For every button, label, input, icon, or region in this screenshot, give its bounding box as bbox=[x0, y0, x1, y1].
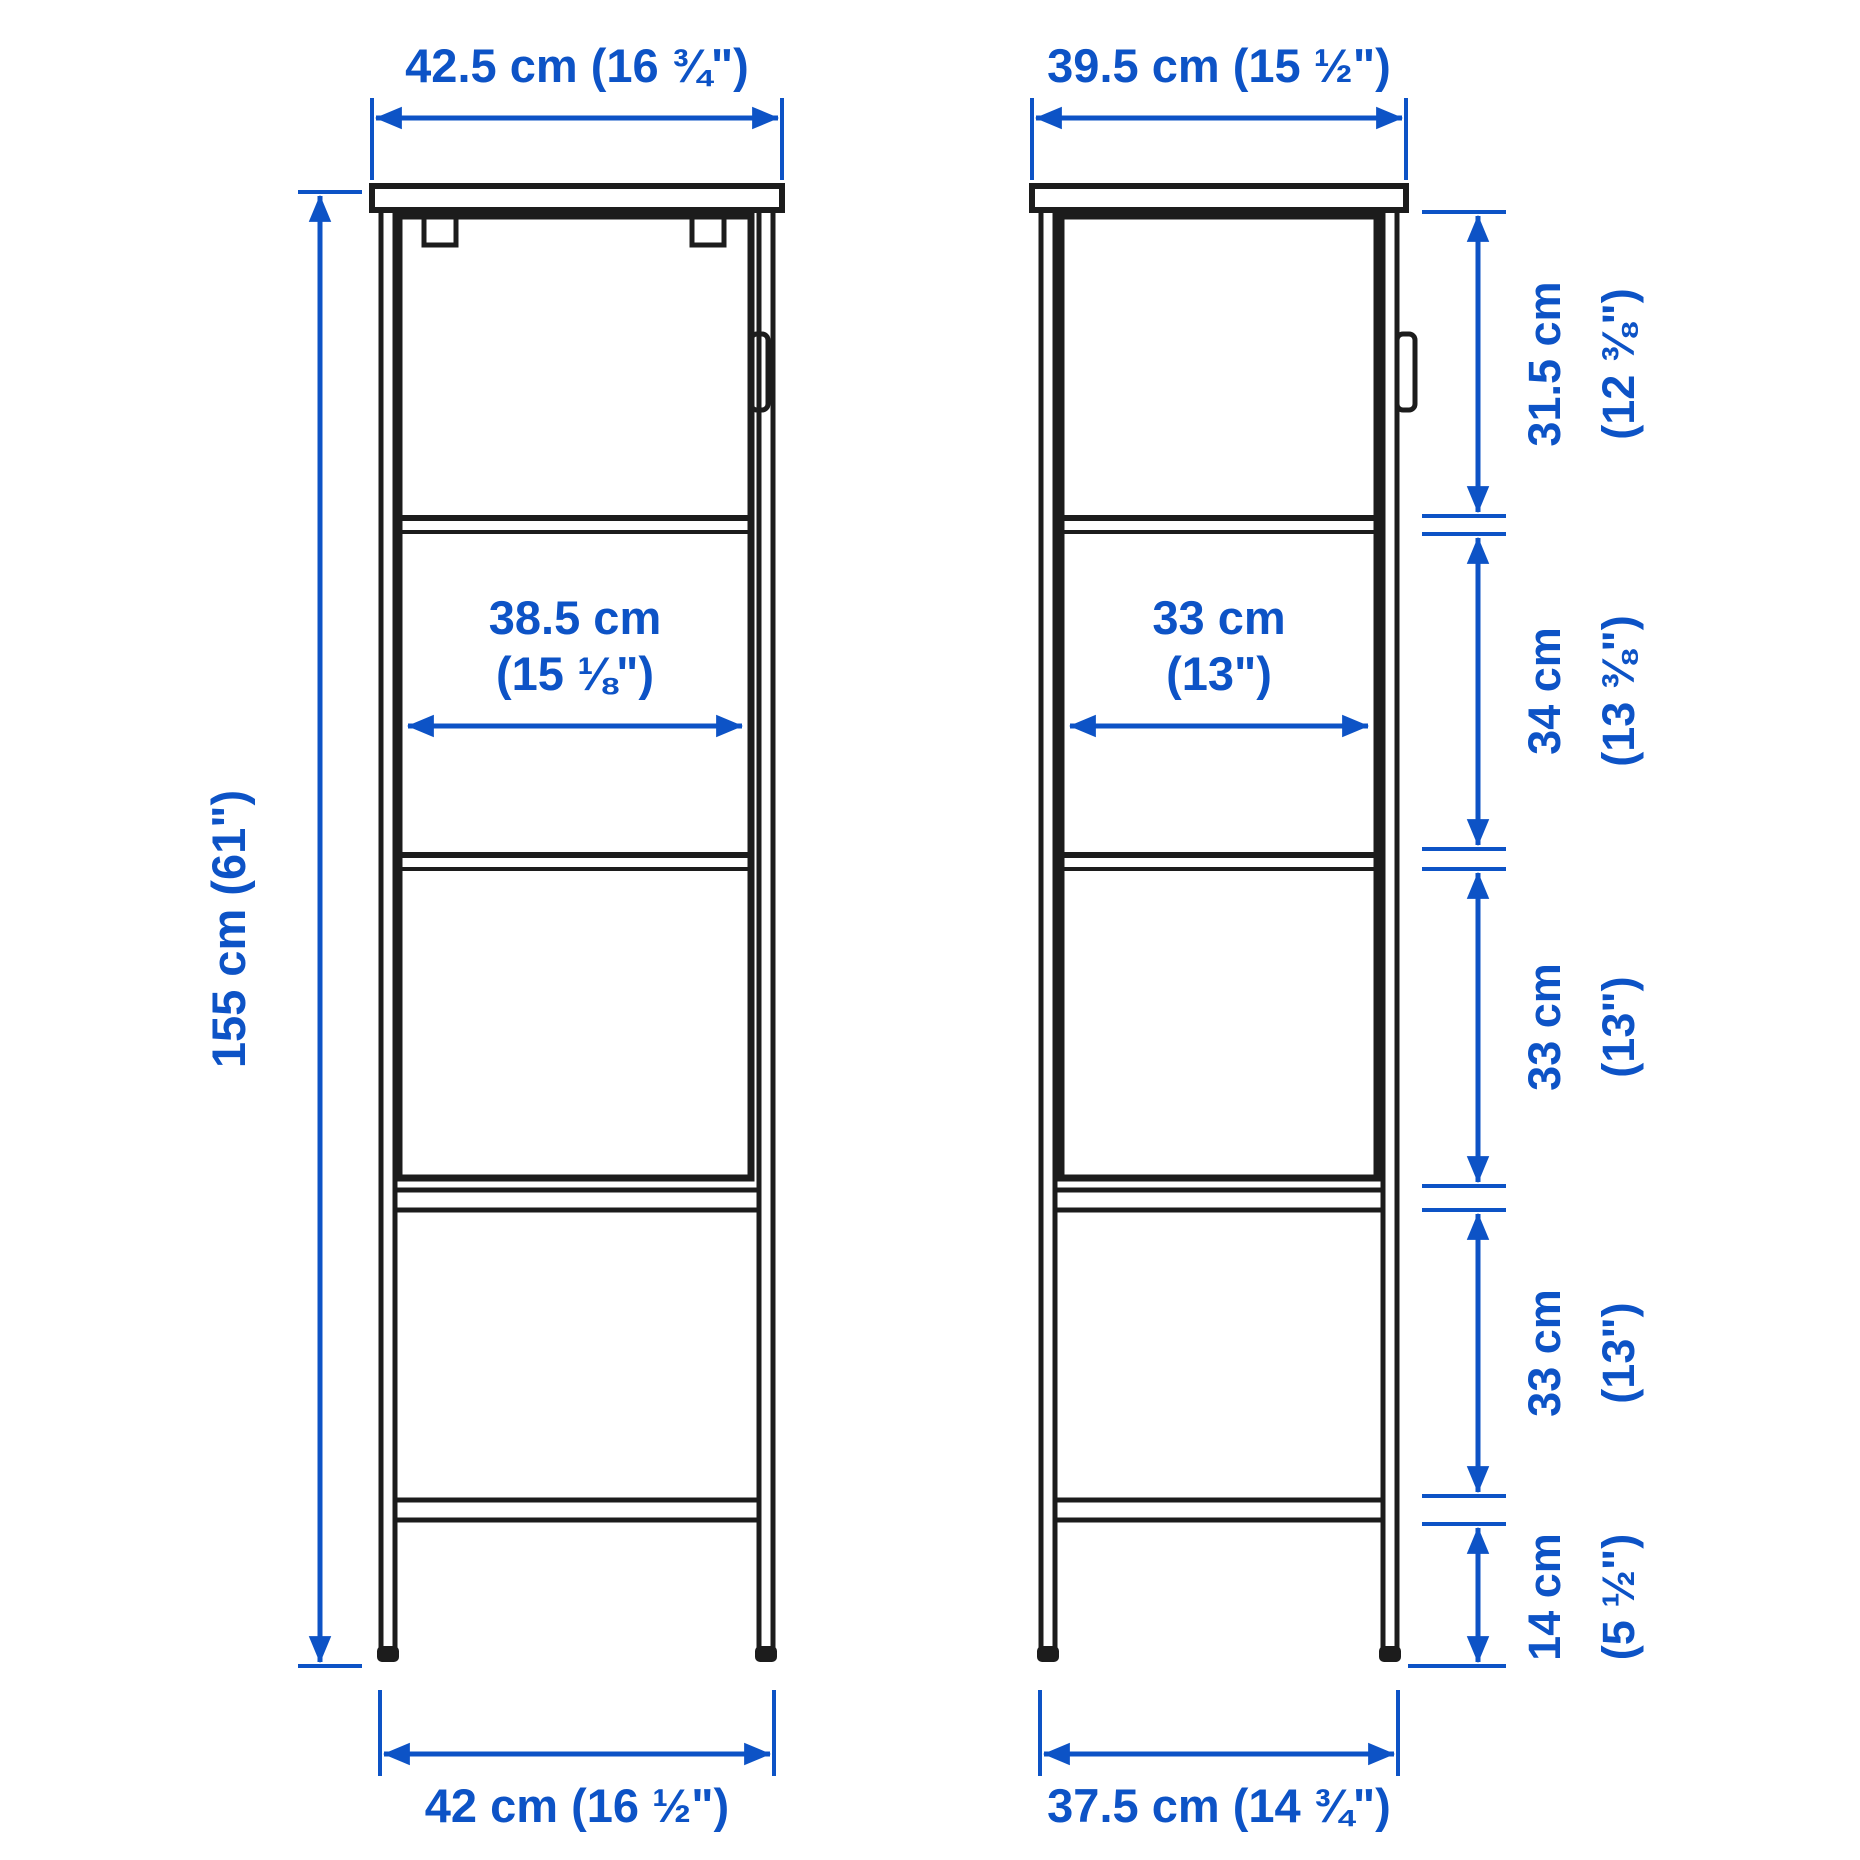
front-right-foot bbox=[755, 1646, 777, 1662]
side-bottom-depth-label: 37.5 cm (14 ¾") bbox=[1047, 1779, 1391, 1832]
segment-1-label-in: (12 ⅜") bbox=[1593, 288, 1644, 440]
front-inner-width-label-in: (15 ⅛") bbox=[495, 647, 655, 700]
front-inner-width-dimension bbox=[408, 591, 742, 726]
side-inner-depth-label-in: (13") bbox=[1166, 647, 1272, 700]
side-bottom-depth-dimension bbox=[1040, 1690, 1398, 1832]
side-top-depth-dimension bbox=[1032, 39, 1406, 180]
front-inner-width-label-cm: 38.5 cm bbox=[488, 591, 662, 644]
segment-3-label-cm: 33 cm bbox=[1519, 963, 1570, 1091]
side-inner-depth-dimension bbox=[1070, 591, 1368, 726]
segment-2-label-in: (13 ⅜") bbox=[1593, 615, 1644, 767]
segment-4-label-in: (13") bbox=[1593, 1302, 1644, 1404]
side-view-cabinet bbox=[1032, 186, 1415, 1662]
side-height-segment-dimensions bbox=[1408, 212, 1644, 1666]
segment-4-label-cm: 33 cm bbox=[1519, 1289, 1570, 1417]
segment-5-label-cm: 14 cm bbox=[1519, 1533, 1570, 1661]
front-left-foot bbox=[377, 1646, 399, 1662]
segment-5-label-in: (5 ½") bbox=[1593, 1533, 1644, 1661]
front-anchor-clip-right bbox=[692, 216, 724, 245]
segment-1-label-cm: 31.5 cm bbox=[1519, 281, 1570, 447]
segment-3-label-in: (13") bbox=[1593, 976, 1644, 1078]
front-top-width-label: 42.5 cm (16 ¾") bbox=[405, 39, 749, 92]
height-dimension bbox=[202, 192, 362, 1666]
front-anchor-clip-left bbox=[424, 216, 456, 245]
front-view-cabinet bbox=[372, 186, 782, 1662]
segment-2-label-cm: 34 cm bbox=[1519, 627, 1570, 755]
front-top-panel bbox=[372, 186, 782, 210]
side-inner-depth-label-cm: 33 cm bbox=[1152, 591, 1286, 644]
height-label: 155 cm (61") bbox=[202, 789, 255, 1069]
side-door-handle-icon bbox=[1397, 334, 1415, 410]
front-bottom-width-label: 42 cm (16 ½") bbox=[424, 1779, 730, 1832]
side-left-foot bbox=[1037, 1646, 1059, 1662]
side-right-foot bbox=[1379, 1646, 1401, 1662]
front-bottom-width-dimension bbox=[380, 1690, 774, 1832]
front-top-width-dimension bbox=[372, 39, 782, 180]
side-top-panel bbox=[1032, 186, 1406, 210]
side-top-depth-label: 39.5 cm (15 ½") bbox=[1047, 39, 1391, 92]
